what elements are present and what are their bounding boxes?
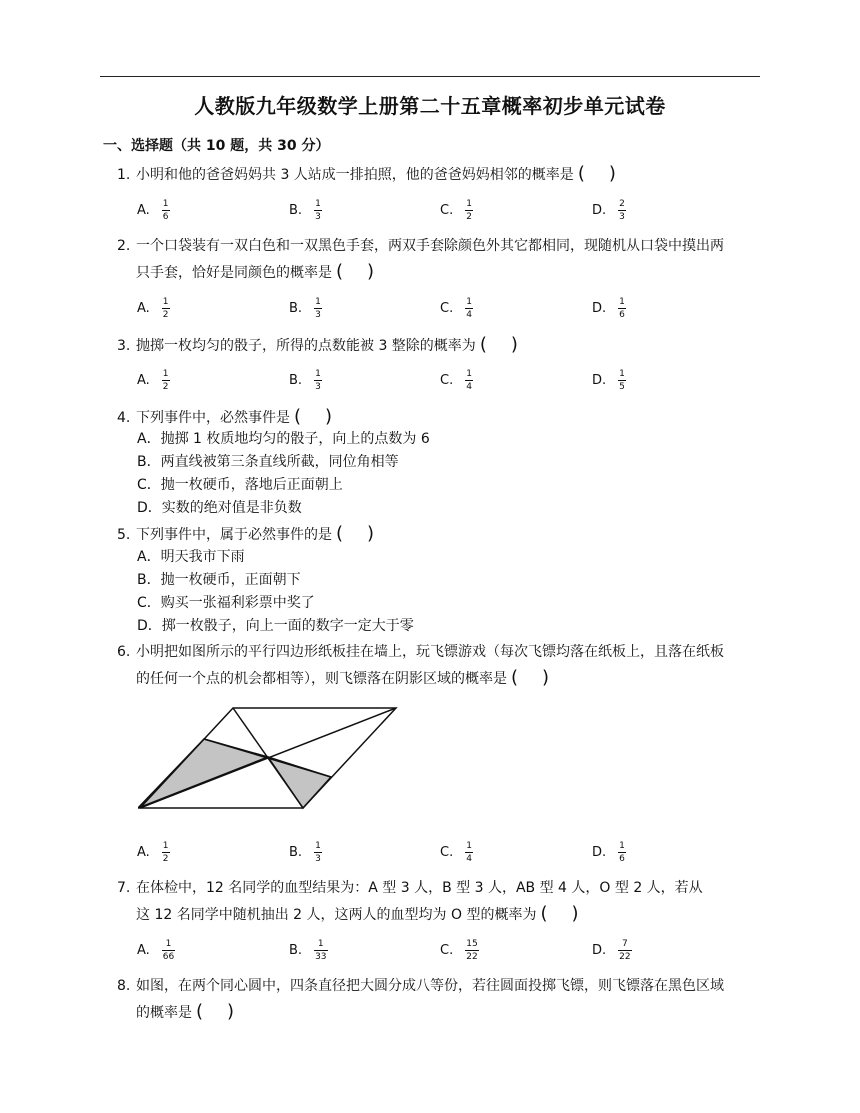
choice-q4-b: B．两直线被第三条直线所截，同位角相等 <box>137 454 399 470</box>
option-label: C. <box>440 942 454 958</box>
answer-blank: ( ) <box>511 667 550 688</box>
option-c <box>440 934 479 966</box>
option-label: B. <box>289 202 303 218</box>
option-label: A. <box>137 372 150 388</box>
page-title: 人教版九年级数学上册第二十五章概率初步单元试卷 <box>194 94 666 118</box>
question-text-line2: 只手套，恰好是同颜色的概率是 <box>136 265 332 281</box>
option-d <box>592 836 626 868</box>
option-a <box>137 934 175 966</box>
option-label: B. <box>289 942 303 958</box>
question-number: 8. <box>117 978 131 994</box>
question-text: 下列事件中，属于必然事件的是 <box>136 527 332 543</box>
fraction-denominator: 3 <box>315 211 321 222</box>
option-label: B. <box>289 844 303 860</box>
shaded-triangle-right <box>268 757 331 808</box>
fraction-numerator: 1 <box>315 840 321 851</box>
question-text-line2: 的概率是 <box>136 1005 192 1021</box>
question-5 <box>117 521 762 548</box>
fraction-denominator: 22 <box>466 951 478 962</box>
option-fraction <box>162 841 170 864</box>
option-label: B. <box>289 300 303 316</box>
question-text-line1: 如图，在两个同心圆中，四条直径把大圆分成八等份，若往圆面投掷飞镖，则飞镖落在黑色区域 <box>136 978 724 994</box>
option-label: B. <box>289 372 303 388</box>
option-d <box>592 194 626 226</box>
fraction-numerator: 1 <box>162 198 169 209</box>
fraction-numerator: 1 <box>466 840 472 851</box>
fraction-denominator: 3 <box>315 309 321 320</box>
option-fraction <box>314 297 322 320</box>
question-text-line1: 在体检中，12 名同学的血型结果为：A 型 3 人，B 型 3 人，AB 型 4 人，O 型 2 人，若从 <box>136 880 703 896</box>
option-c <box>440 292 473 324</box>
option-c <box>440 364 473 396</box>
question-3 <box>117 332 762 359</box>
option-fraction <box>465 297 473 320</box>
fraction-numerator: 1 <box>619 368 625 379</box>
option-fraction <box>314 199 322 222</box>
option-fraction <box>162 297 170 320</box>
option-a <box>137 836 170 868</box>
option-b <box>289 934 328 966</box>
question-text: 下列事件中，必然事件是 <box>136 410 290 426</box>
option-b <box>289 836 322 868</box>
fraction-denominator: 5 <box>619 381 625 392</box>
fraction-denominator: 6 <box>162 211 169 222</box>
option-fraction <box>162 939 175 962</box>
option-a <box>137 292 170 324</box>
option-label: A. <box>137 202 150 218</box>
section-heading: 一、选择题（共 10 题，共 30 分） <box>103 138 330 154</box>
options-q1 <box>137 194 757 226</box>
option-fraction <box>618 939 631 962</box>
option-label: D. <box>592 372 607 388</box>
question-6 <box>117 640 762 692</box>
question-number: 3. <box>117 338 131 354</box>
fraction-numerator: 1 <box>315 368 321 379</box>
option-label: C. <box>440 202 454 218</box>
option-fraction <box>465 199 473 222</box>
option-fraction <box>162 199 170 222</box>
fraction-denominator: 6 <box>619 853 625 864</box>
option-b <box>289 292 322 324</box>
question-text-line2: 的任何一个点的机会都相等），则飞镖落在阴影区域的概率是 <box>136 671 507 687</box>
option-label: A. <box>137 300 150 316</box>
option-label: C. <box>440 844 454 860</box>
option-b <box>289 364 322 396</box>
answer-blank: ( ) <box>294 406 333 427</box>
options-q2 <box>137 292 757 324</box>
fraction-numerator: 7 <box>622 938 628 949</box>
option-b <box>289 194 322 226</box>
option-fraction <box>618 199 626 222</box>
fraction-denominator: 6 <box>619 309 625 320</box>
fraction-denominator: 3 <box>315 853 321 864</box>
fraction-denominator: 33 <box>315 951 327 962</box>
question-text-line2: 这 12 名同学中随机抽出 2 人，这两人的血型均为 O 型的概率为 <box>136 907 537 923</box>
header-rule <box>100 76 760 77</box>
option-fraction <box>314 841 322 864</box>
fraction-numerator: 2 <box>619 198 625 209</box>
answer-blank: ( ) <box>196 1001 235 1022</box>
question-text-line1: 一个口袋装有一双白色和一双黑色手套，两双手套除颜色外其它都相同，现随机从口袋中摸出两 <box>136 238 724 254</box>
option-fraction <box>162 369 170 392</box>
question-7 <box>117 876 762 928</box>
parallelogram-figure <box>138 705 400 813</box>
options-q6 <box>137 836 757 868</box>
answer-blank: ( ) <box>479 334 518 355</box>
question-number: 6. <box>117 644 131 660</box>
fraction-numerator: 1 <box>162 840 169 851</box>
option-label: A. <box>137 844 150 860</box>
question-8 <box>117 974 762 1026</box>
answer-blank: ( ) <box>336 261 375 282</box>
option-fraction <box>465 939 478 962</box>
fraction-denominator: 4 <box>466 309 472 320</box>
shaded-triangle-left <box>138 739 268 808</box>
question-number: 5. <box>117 527 131 543</box>
option-a <box>137 194 170 226</box>
fraction-numerator: 1 <box>619 840 625 851</box>
option-fraction <box>314 939 327 962</box>
fraction-denominator: 3 <box>619 211 625 222</box>
option-fraction <box>314 369 322 392</box>
question-text: 小明和他的爸爸妈妈共 3 人站成一排拍照，他的爸爸妈妈相邻的概率是 <box>136 167 574 183</box>
option-c <box>440 194 473 226</box>
options-q7 <box>137 934 757 966</box>
fraction-numerator: 1 <box>466 198 472 209</box>
option-label: D. <box>592 844 607 860</box>
fraction-denominator: 2 <box>466 211 472 222</box>
option-label: D. <box>592 942 607 958</box>
fraction-numerator: 1 <box>315 198 321 209</box>
option-c <box>440 836 473 868</box>
question-number: 2. <box>117 238 131 254</box>
choice-q4-c: C．抛一枚硬币，落地后正面朝上 <box>137 477 343 493</box>
fraction-numerator: 15 <box>466 938 478 949</box>
question-number: 7. <box>117 880 131 896</box>
question-2 <box>117 234 762 286</box>
question-text: 抛掷一枚均匀的骰子，所得的点数能被 3 整除的概率为 <box>136 338 476 354</box>
option-fraction <box>465 369 473 392</box>
fraction-denominator: 2 <box>162 381 169 392</box>
option-fraction <box>618 841 626 864</box>
option-fraction <box>465 841 473 864</box>
fraction-numerator: 1 <box>619 296 625 307</box>
question-1 <box>117 161 762 188</box>
question-text-line1: 小明把如图所示的平行四边形纸板挂在墙上，玩飞镖游戏（每次飞镖均落在纸板上，且落在纸板 <box>136 644 724 660</box>
option-d <box>592 934 632 966</box>
option-label: A. <box>137 942 150 958</box>
fraction-denominator: 4 <box>466 381 472 392</box>
fraction-numerator: 1 <box>162 368 169 379</box>
fraction-denominator: 4 <box>466 853 472 864</box>
choice-q4-d: D．实数的绝对值是非负数 <box>137 500 302 516</box>
option-label: D. <box>592 300 607 316</box>
choice-q5-c: C．购买一张福利彩票中奖了 <box>137 595 315 611</box>
answer-blank: ( ) <box>540 903 579 924</box>
fraction-numerator: 1 <box>317 938 324 949</box>
answer-blank: ( ) <box>336 523 375 544</box>
option-a <box>137 364 170 396</box>
option-fraction <box>618 369 626 392</box>
fraction-numerator: 1 <box>466 368 472 379</box>
option-label: D. <box>592 202 607 218</box>
fraction-denominator: 3 <box>315 381 321 392</box>
fraction-denominator: 22 <box>619 951 631 962</box>
option-label: C. <box>440 372 454 388</box>
options-q3 <box>137 364 757 396</box>
fraction-denominator: 2 <box>162 309 169 320</box>
choice-q5-a: A．明天我市下雨 <box>137 549 245 565</box>
fraction-denominator: 2 <box>162 853 169 864</box>
option-d <box>592 364 626 396</box>
question-number: 1. <box>117 167 131 183</box>
question-number: 4. <box>117 410 131 426</box>
answer-blank: ( ) <box>577 163 616 184</box>
fraction-denominator: 66 <box>162 951 175 962</box>
fraction-numerator: 1 <box>165 938 172 949</box>
choice-q5-d: D．掷一枚骰子，向上一面的数字一定大于零 <box>137 618 414 634</box>
choice-q5-b: B．抛一枚硬币，正面朝下 <box>137 572 301 588</box>
fraction-numerator: 1 <box>466 296 472 307</box>
option-d <box>592 292 626 324</box>
option-label: C. <box>440 300 454 316</box>
fraction-numerator: 1 <box>315 296 321 307</box>
choice-q4-a: A．抛掷 1 枚质地均匀的骰子，向上的点数为 6 <box>137 431 430 447</box>
fraction-numerator: 1 <box>162 296 169 307</box>
option-fraction <box>618 297 626 320</box>
question-4 <box>117 404 762 431</box>
